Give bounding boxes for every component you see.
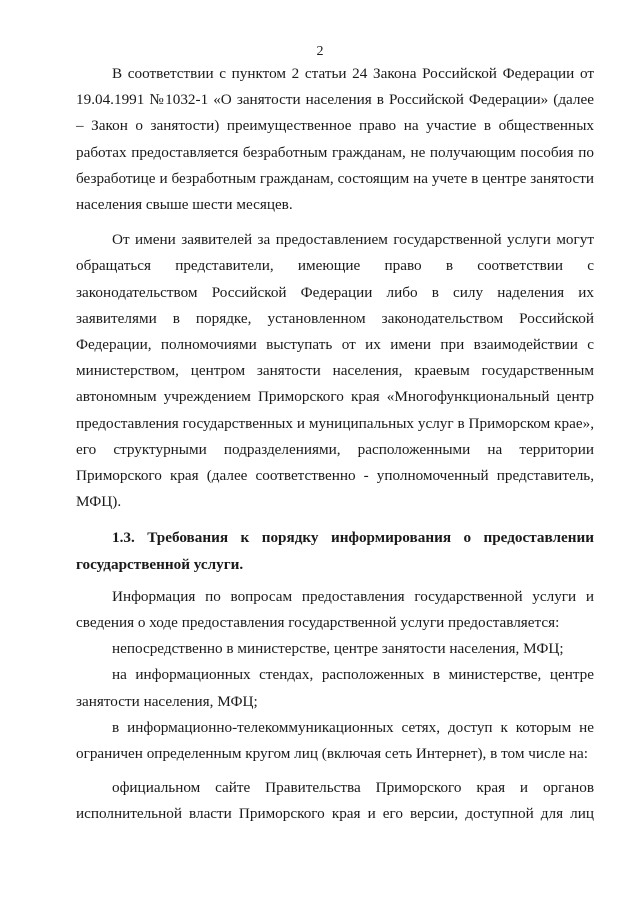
paragraph-representatives: От имени заявителей за предоставлением государственной услуги могут обращаться представители, имеющие право в соответствии с законодательством Российской Федерации либо в силу наделения их заявителями в порядке, установленном законодательством Российской Федерации, полномочиями выступать от их имени при взаимодействии с министерством, центром занятости населения, краевым государственным автономным учреждением Приморского края «Многофункциональный центр предоставления государственных и муниципальных услуг в Приморском крае», его структурными подразделениями, расположенными на территории Приморского края (далее соответственно - уполномоченный представитель, МФЦ). <box>76 231 594 511</box>
list-item-directly: непосредственно в министерстве, центре занятости населения, МФЦ; <box>112 640 564 658</box>
list-item-networks: в информационно-телекоммуникационных сетях, доступ к которым не ограничен определенным кругом лиц (включая сеть Интернет), в том числе на: <box>76 718 594 763</box>
list-item-official-site: официальном сайте Правительства Приморского края и органов исполнительной власти Приморского края и его версии, доступной для лиц <box>76 779 594 823</box>
list-item-stands: на информационных стендах, расположенных в министерстве, центре занятости населения, МФЦ; <box>76 666 594 710</box>
paragraph-information: Информация по вопросам предоставления государственной услуги и сведения о ходе предоставления государственной услуги предоставляется: <box>76 587 594 632</box>
paragraph-preferential-right: В соответствии с пунктом 2 статьи 24 Закона Российской Федерации от 19.04.1991 №1032-1 «О занятости населения в Российской Федерации» (далее – Закон о занятости) преимущественное право на участие в общественных работах предоставляется безработным гражданам, не получающим пособия по безработице и безработным гражданам, состоящим на учете в центре занятости населения свыше шести месяцев. <box>76 65 594 214</box>
page-number: 2 <box>316 44 324 59</box>
section-heading-1-3: 1.3. Требования к порядку информирования о предоставлении государственной услуги. <box>76 529 594 573</box>
document-body <box>76 61 594 828</box>
